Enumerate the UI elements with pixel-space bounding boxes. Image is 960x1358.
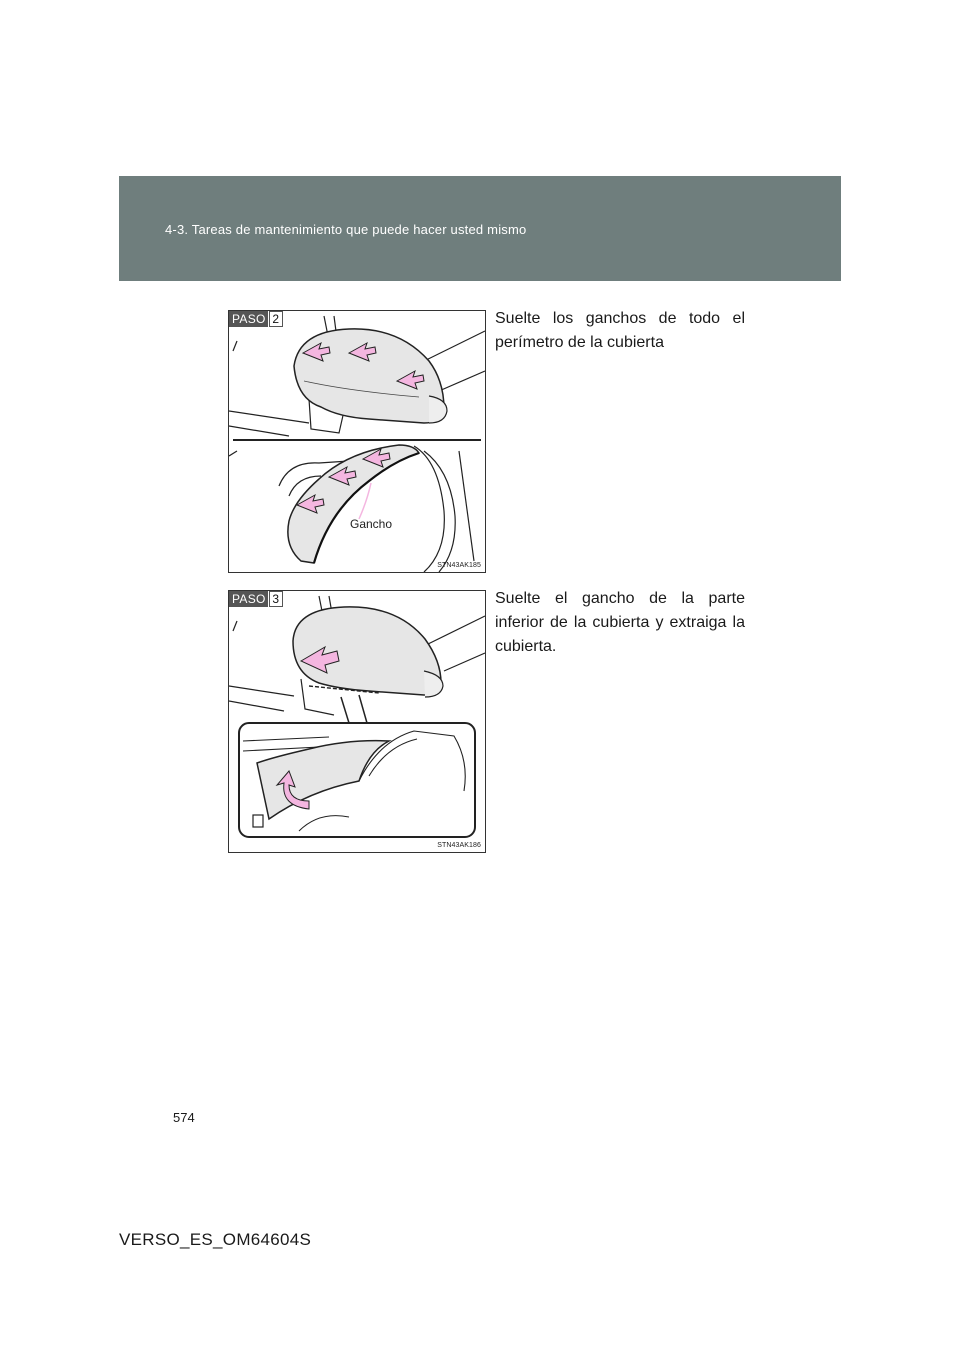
- hook-callout-label: Gancho: [350, 517, 393, 531]
- step-3-instruction: Suelte el gancho de la parte inferior de la cubierta y extraiga la cubierta.: [495, 590, 745, 655]
- step-2-instruction: Suelte los ganchos de todo el perímetro de la cubierta: [495, 310, 745, 351]
- paso-label: PASO: [229, 591, 268, 607]
- mirror-cover-removal-illustration: [229, 591, 485, 852]
- page-number: 574: [173, 1110, 195, 1125]
- figure-code: STN43AK185: [437, 562, 481, 569]
- mirror-cover-shape: [293, 607, 441, 695]
- paso-label: PASO: [229, 311, 268, 327]
- step-3-badge: [229, 591, 283, 607]
- step-2-badge: [229, 311, 283, 327]
- step-2-figure: [228, 310, 486, 573]
- step-3-figure: [228, 590, 486, 853]
- mirror-cover-hooks-illustration: [229, 311, 485, 572]
- paso-number: 3: [269, 591, 283, 607]
- document-code: VERSO_ES_OM64604S: [119, 1230, 312, 1249]
- paso-number: 2: [269, 311, 283, 327]
- figure-code: STN43AK186: [437, 842, 481, 849]
- section-title: 4-3. Tareas de mantenimiento que puede hacer usted mismo: [165, 222, 527, 237]
